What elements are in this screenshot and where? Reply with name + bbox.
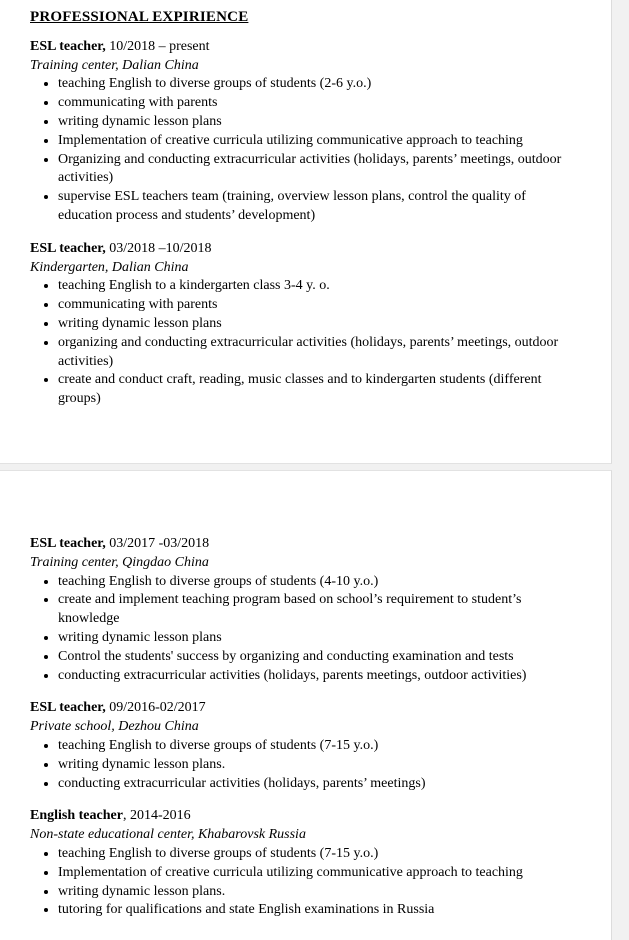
entry-heading <box>30 38 578 57</box>
bullet-item: • teaching English to diverse groups of students (7-15 y.o.) <box>58 845 578 864</box>
entry-heading <box>30 240 578 259</box>
entry-employer: Non-state educational center, Khabarovsk Russia <box>30 827 306 843</box>
entry-dates: 03/2018 –10/2018 <box>105 240 212 256</box>
entry-employer: Kindergarten, Dalian China <box>30 259 189 275</box>
experience-entry <box>30 699 578 793</box>
entry-heading <box>30 807 578 826</box>
entry-bullets <box>30 75 578 225</box>
bullet-item: • supervise ESL teachers team (training, overview lesson plans, control the quality of education process and students’ development) <box>58 188 578 226</box>
bullet-item: • create and implement teaching program based on school’s requirement to student’s knowledge <box>58 591 578 629</box>
entry-role: English teacher <box>30 808 123 824</box>
section-title: PROFESSIONAL EXPIRIENCE <box>30 9 249 25</box>
bullet-item: • Implementation of creative curricula utilizing communicative approach to teaching <box>58 864 578 883</box>
bullet-item: • writing dynamic lesson plans <box>58 315 578 334</box>
experience-entry <box>30 38 578 226</box>
bullet-item: • create and conduct craft, reading, music classes and to kindergarten students (different groups) <box>58 371 578 409</box>
entry-dates: 09/2016-02/2017 <box>105 700 206 716</box>
entry-employer: Training center, Dalian China <box>30 57 199 73</box>
bullet-item: • conducting extracurricular activities (holidays, parents meetings, outdoor activities) <box>58 667 578 686</box>
bullet-item: • Implementation of creative curricula utilizing communicative approach to teaching <box>58 132 578 151</box>
experience-entry <box>30 535 578 685</box>
bullet-item: • writing dynamic lesson plans. <box>58 756 578 775</box>
bullet-item: • writing dynamic lesson plans <box>58 629 578 648</box>
entry-bullets <box>30 573 578 686</box>
bullet-item: • Organizing and conducting extracurricular activities (holidays, parents’ meetings, outdoor activities) <box>58 151 578 189</box>
bullet-item: • conducting extracurricular activities (holidays, parents’ meetings) <box>58 775 578 794</box>
entry-dates: , 2014-2016 <box>122 808 191 824</box>
entry-heading <box>30 535 578 554</box>
bullet-item: • teaching English to a kindergarten class 3-4 y. o. <box>58 277 578 296</box>
bullet-item: • tutoring for qualifications and state English examinations in Russia <box>58 901 578 920</box>
entry-employer: Private school, Dezhou China <box>30 719 199 735</box>
entry-heading <box>30 699 578 718</box>
entry-bullets <box>30 737 578 793</box>
bullet-item: • communicating with parents <box>58 94 578 113</box>
entry-bullets <box>30 845 578 920</box>
entry-bullets <box>30 277 578 409</box>
entry-role: ESL teacher, <box>30 38 106 54</box>
entry-role: ESL teacher, <box>30 700 106 716</box>
bullet-item: • teaching English to diverse groups of students (7-15 y.o.) <box>58 737 578 756</box>
page-2 <box>0 470 612 940</box>
bullet-item: • organizing and conducting extracurricular activities (holidays, parents’ meetings, outdoor activities) <box>58 334 578 372</box>
entry-employer: Training center, Qingdao China <box>30 554 209 570</box>
entry-dates: 03/2017 -03/2018 <box>105 536 210 551</box>
entry-role: ESL teacher, <box>30 536 106 551</box>
page-1 <box>0 0 612 464</box>
entry-role: ESL teacher, <box>30 240 106 256</box>
experience-entry <box>30 807 578 920</box>
bullet-item: • teaching English to diverse groups of students (4-10 y.o.) <box>58 573 578 592</box>
bullet-item: • communicating with parents <box>58 296 578 315</box>
bullet-item: • writing dynamic lesson plans <box>58 113 578 132</box>
bullet-item: • Control the students' success by organizing and conducting examination and tests <box>58 648 578 667</box>
bullet-item: • writing dynamic lesson plans. <box>58 883 578 902</box>
bullet-item: • teaching English to diverse groups of students (2-6 y.o.) <box>58 75 578 94</box>
entry-dates: 10/2018 – present <box>105 38 210 54</box>
experience-entry <box>30 240 578 409</box>
